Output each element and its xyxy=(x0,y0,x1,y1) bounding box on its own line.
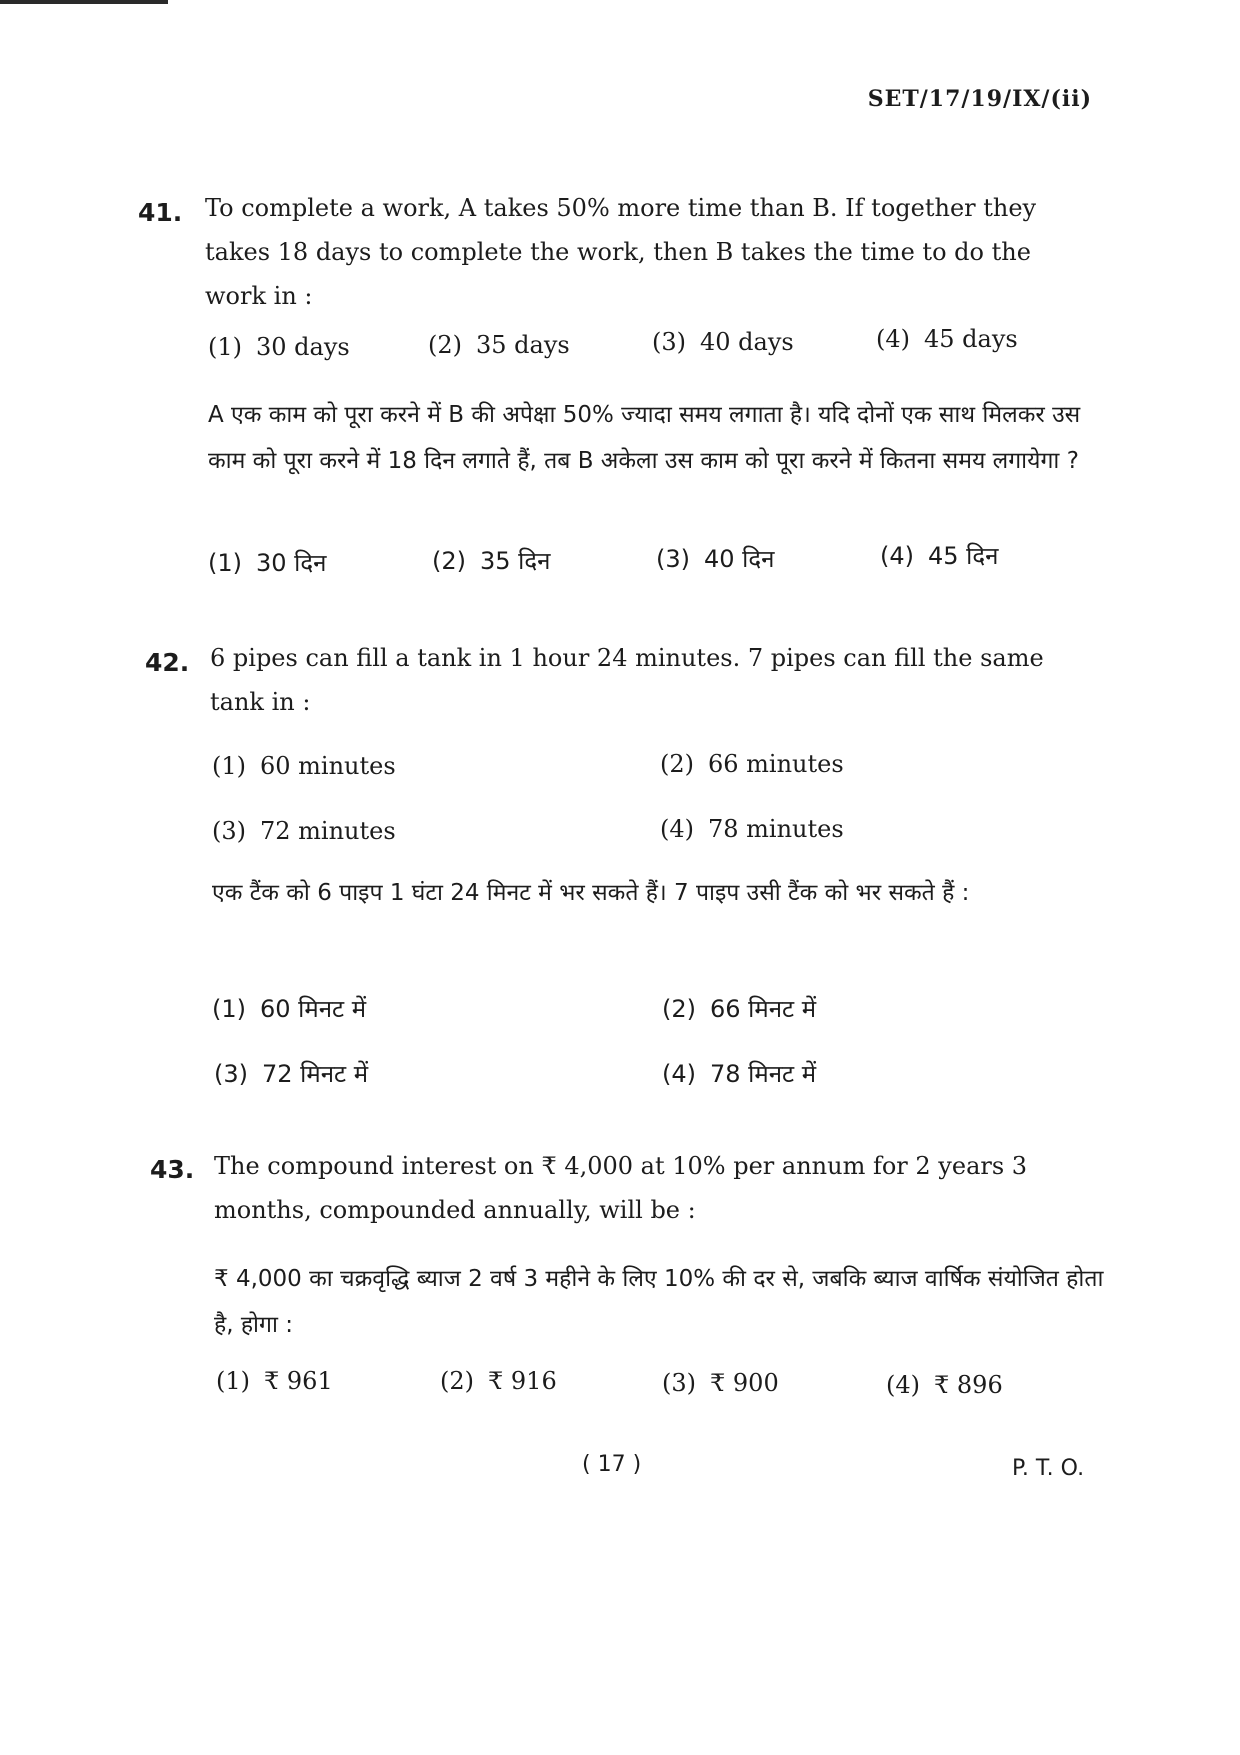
option-text: 72 minutes xyxy=(260,817,396,845)
option-text: ₹ 916 xyxy=(488,1367,557,1395)
q43-option-4 xyxy=(886,1371,1003,1399)
q42-option-en-4 xyxy=(660,815,844,843)
option-number: (2) xyxy=(660,750,694,778)
option-number: (3) xyxy=(212,817,246,845)
option-number: (1) xyxy=(208,549,242,577)
q42-option-hi-3 xyxy=(214,1051,368,1097)
option-text: 66 minutes xyxy=(708,750,844,778)
option-text: 60 minutes xyxy=(260,752,396,780)
option-text: 66 मिनट में xyxy=(710,995,817,1023)
option-text: 60 मिनट में xyxy=(260,995,367,1023)
top-rule xyxy=(0,0,168,4)
q42-option-hi-1 xyxy=(212,986,366,1032)
option-text: 40 दिन xyxy=(704,545,775,573)
q41-option-en-2 xyxy=(428,331,570,359)
option-number: (1) xyxy=(208,333,242,361)
option-text: 72 मिनट में xyxy=(262,1060,369,1088)
option-text: 45 दिन xyxy=(928,542,999,570)
q43-option-3 xyxy=(662,1369,779,1397)
q43-text-hi: ₹ 4,000 का चक्रवृद्धि ब्याज 2 वर्ष 3 महीने के लिए 10% की दर से, जबकि ब्याज वार्षिक संयोजित होता है, होगा : xyxy=(214,1266,1104,1338)
option-number: (4) xyxy=(662,1060,696,1088)
option-text: 30 days xyxy=(256,333,350,361)
option-number: (3) xyxy=(662,1369,696,1397)
option-text: 35 दिन xyxy=(480,547,551,575)
q42-option-hi-4 xyxy=(662,1051,816,1097)
option-text: ₹ 900 xyxy=(710,1369,779,1397)
q41-option-en-4 xyxy=(876,325,1018,353)
option-number: (3) xyxy=(214,1060,248,1088)
set-code: SET/17/19/IX/(ii) xyxy=(867,86,1092,112)
q41-option-hi-1 xyxy=(208,540,326,586)
q42-option-en-3 xyxy=(212,817,396,845)
option-number: (2) xyxy=(440,1367,474,1395)
q41-option-hi-3 xyxy=(656,536,774,582)
q41-text-hi: A एक काम को पूरा करने में B की अपेक्षा 50% ज्यादा समय लगाता है। यदि दोनों एक साथ मिलकर उस काम को पूरा करने में 18 दिन लगाते हैं, तब B अकेला उस काम को पूरा करने में कितना समय लगायेगा ? xyxy=(208,402,1081,474)
option-number: (4) xyxy=(880,542,914,570)
option-number: (2) xyxy=(432,547,466,575)
option-text: ₹ 896 xyxy=(934,1371,1003,1399)
option-text: 45 days xyxy=(924,325,1018,353)
option-number: (1) xyxy=(216,1367,250,1395)
option-number: (4) xyxy=(660,815,694,843)
option-text: 78 मिनट में xyxy=(710,1060,817,1088)
q42-option-en-1 xyxy=(212,752,396,780)
option-text: ₹ 961 xyxy=(264,1367,333,1395)
q41-option-hi-4 xyxy=(880,533,998,579)
option-text: 78 minutes xyxy=(708,815,844,843)
q42-option-hi-2 xyxy=(662,986,816,1032)
q43-option-2 xyxy=(440,1367,557,1395)
q42-text-en: 6 pipes can fill a tank in 1 hour 24 minutes. 7 pipes can fill the same tank in : xyxy=(210,644,1044,716)
q43-number: 43. xyxy=(150,1155,195,1184)
option-text: 30 दिन xyxy=(256,549,327,577)
option-text: 35 days xyxy=(476,331,570,359)
q43-option-1 xyxy=(216,1367,333,1395)
q42-option-en-2 xyxy=(660,750,844,778)
q42-text-hi: एक टैंक को 6 पाइप 1 घंटा 24 मिनट में भर सकते हैं। 7 पाइप उसी टैंक को भर सकते हैं : xyxy=(212,880,970,906)
option-number: (3) xyxy=(656,545,690,573)
option-number: (1) xyxy=(212,752,246,780)
option-number: (3) xyxy=(652,328,686,356)
page-number: ( 17 ) xyxy=(582,1452,642,1477)
option-number: (4) xyxy=(876,325,910,353)
q41-option-en-3 xyxy=(652,328,794,356)
q41-option-en-1 xyxy=(208,333,350,361)
q43-text-en: The compound interest on ₹ 4,000 at 10% per annum for 2 years 3 months, compounded annually, will be : xyxy=(214,1152,1028,1224)
q42-number: 42. xyxy=(145,648,190,677)
option-text: 40 days xyxy=(700,328,794,356)
q41-text-en: To complete a work, A takes 50% more time than B. If together they takes 18 days to complete the work, then B takes the time to do the work in : xyxy=(205,194,1037,310)
q41-number: 41. xyxy=(138,198,183,227)
option-number: (4) xyxy=(886,1371,920,1399)
q41-option-hi-2 xyxy=(432,538,550,584)
option-number: (2) xyxy=(428,331,462,359)
pto-label: P. T. O. xyxy=(1012,1456,1085,1481)
option-number: (1) xyxy=(212,995,246,1023)
option-number: (2) xyxy=(662,995,696,1023)
